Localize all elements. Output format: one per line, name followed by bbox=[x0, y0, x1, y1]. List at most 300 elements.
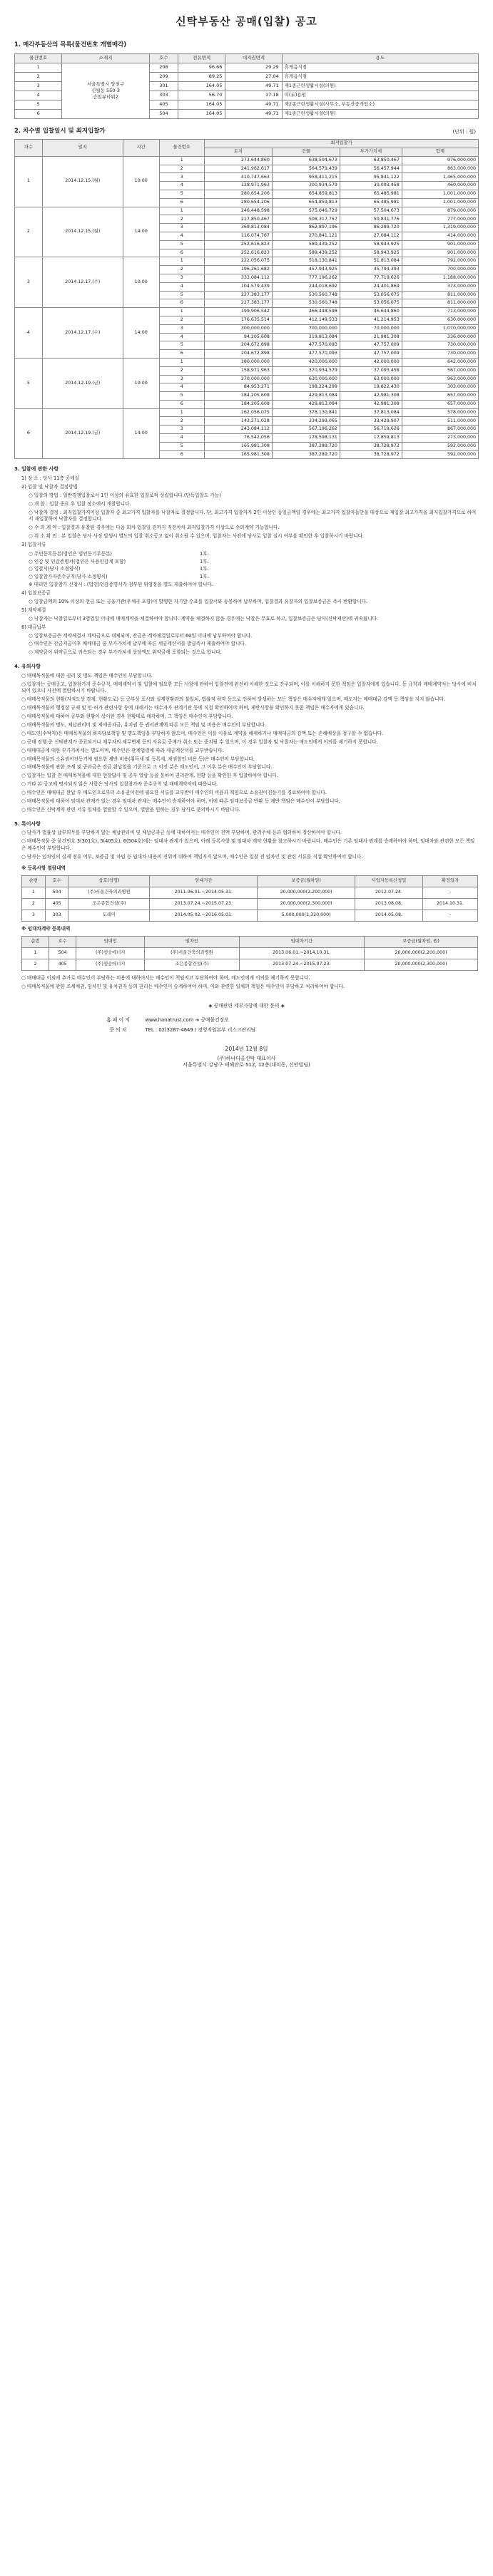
total-price: 1,001,000,000 bbox=[402, 190, 478, 198]
table-cell: 2013.08.08. bbox=[355, 898, 422, 910]
unit-number: 208 bbox=[149, 63, 178, 72]
building-price: 777,196,262 bbox=[272, 274, 340, 282]
notice-page bbox=[0, 0, 493, 1083]
clause: ○ 취 소 확 인 : 본 입찰은 당사 사정 발생시 별도의 입찰 취소공고 없이 취소될 수 있으며, 입찰자는 사전에 당사로 입찰 실시 여부를 확인한 후 입찰하시기 바랍니다. bbox=[29, 533, 365, 540]
clause: ○ 입찰보증금은 계약체결시 계약금으로 대체되며, 잔금은 계약체결일로부터 60일 이내에 납부하여야 합니다. bbox=[29, 632, 253, 639]
table-header-row bbox=[15, 140, 479, 148]
building-price: 198,224,299 bbox=[272, 383, 340, 392]
land-area: 49.71 bbox=[225, 100, 282, 109]
land-price: 184,205,608 bbox=[204, 392, 272, 401]
round-number: 5 bbox=[15, 358, 43, 408]
property-number: 4 bbox=[159, 182, 204, 190]
building-price: 477,570,093 bbox=[272, 350, 340, 359]
land-price: 116,074,767 bbox=[204, 232, 272, 240]
column-header: 사업자등록신청일 bbox=[355, 875, 422, 887]
table-cell: - bbox=[423, 910, 478, 921]
property-number: 1 bbox=[159, 308, 204, 316]
land-price: 104,579,439 bbox=[204, 282, 272, 291]
total-price: 592,000,000 bbox=[402, 450, 478, 459]
table-cell: 2011.06.01.~2014.05.31. bbox=[150, 887, 258, 898]
table-cell: 2014.10.31. bbox=[423, 898, 478, 910]
column-header: 합계 bbox=[402, 148, 478, 156]
building-price: 457,943,925 bbox=[272, 266, 340, 274]
total-price: 777,000,000 bbox=[402, 215, 478, 224]
unit-number: 209 bbox=[149, 72, 178, 81]
land-area: 17.18 bbox=[225, 91, 282, 100]
total-price: 303,000,000 bbox=[402, 383, 478, 392]
table-cell: 2 bbox=[22, 959, 49, 970]
table-cell: 1 bbox=[22, 887, 46, 898]
building-price: 429,813,084 bbox=[272, 392, 340, 401]
total-price: 811,000,000 bbox=[402, 291, 478, 299]
building-price: 412,149,533 bbox=[272, 316, 340, 324]
caution-item: ○ 기타 본 공고에 명시되지 않은 사항은 당사의 입찰참가자 준수규칙 및 매매계약서에 따릅니다. bbox=[21, 781, 218, 788]
section-5 bbox=[14, 820, 479, 991]
vat: 95,841,122 bbox=[340, 173, 402, 182]
registration-heading: ※ 등록사항 열람내역 bbox=[21, 865, 66, 871]
property-number: 1 bbox=[159, 257, 204, 266]
property-number: 5 bbox=[159, 291, 204, 299]
special-item: ○ 당사가 법률상 납부의무를 부담하지 않는 체납관리비 및 체납공과금 등에 대하여서는 매수인이 전액 부담하며, 관리주체 등과 협의하여 정산하여야 합니다. bbox=[21, 830, 342, 836]
clause: 1) 장 소 : 당사 11층 공매실 bbox=[21, 475, 79, 481]
total-price: 657,000,000 bbox=[402, 392, 478, 401]
bid-time: 14:00 bbox=[123, 207, 159, 257]
vat: 30,093,458 bbox=[340, 182, 402, 190]
column-header: 보증금(월차임, 원) bbox=[365, 936, 478, 947]
property-number: 4 bbox=[159, 232, 204, 240]
table-cell: 2014.05.02.~2016.05.01. bbox=[150, 910, 258, 921]
table-cell: 2014.05.08. bbox=[355, 910, 422, 921]
table-cell: (주)서울건축의과병원 bbox=[68, 887, 150, 898]
building-price: 477,570,093 bbox=[272, 341, 340, 350]
table-cell: 조은종합건설(주) bbox=[145, 959, 239, 970]
usage: 휴게음식점 bbox=[282, 72, 478, 81]
clause: ※ 대리인 입찰참가 신청시 : (법인)인감증명서가 첨부된 위임장을 별도 제출하여야 합니다. bbox=[29, 582, 213, 588]
property-number: 2 bbox=[159, 165, 204, 173]
table-cell: 5,000,000(1,320,000) bbox=[258, 910, 355, 921]
total-price: 811,000,000 bbox=[402, 299, 478, 308]
column-header: 호수 bbox=[49, 936, 76, 947]
table-row bbox=[15, 63, 479, 72]
vat: 63,000,000 bbox=[340, 375, 402, 383]
unit-number: 504 bbox=[149, 109, 178, 118]
total-price: 1,001,000,000 bbox=[402, 198, 478, 207]
caution-item: ○ 매도인(수탁자)은 매매목적물의 하자담보책임 및 명도책임을 부담하지 않으며, 매수인은 이를 이유로 계약을 해제하거나 매매대금의 감액 또는 손해배상을 청구할 수 없습니다. bbox=[21, 730, 384, 736]
bid-time: 10:00 bbox=[123, 156, 159, 207]
vat: 57,504,673 bbox=[340, 207, 402, 215]
round-number: 1 bbox=[15, 156, 43, 207]
land-price: 246,448,598 bbox=[204, 207, 272, 215]
bid-date: 2014.12.15.(월) bbox=[42, 207, 123, 257]
round-number: 6 bbox=[15, 408, 43, 459]
notice-date: 2014년 12월 8일 bbox=[225, 1045, 268, 1052]
property-number: 4 bbox=[159, 383, 204, 392]
total-price: 592,000,000 bbox=[402, 442, 478, 450]
total-price: 730,000,000 bbox=[402, 350, 478, 359]
usage: 제1종근린생활시설(의원) bbox=[282, 81, 478, 91]
land-price: 280,654,206 bbox=[204, 190, 272, 198]
round-number: 3 bbox=[15, 257, 43, 308]
table-cell: 20,000,000(2,200,000) bbox=[365, 947, 478, 959]
building-price: 700,000,000 bbox=[272, 324, 340, 333]
table-cell: 도레미 bbox=[68, 910, 150, 921]
property-number: 5 bbox=[159, 341, 204, 350]
building-price: 387,289,720 bbox=[272, 450, 340, 459]
property-location bbox=[62, 63, 149, 118]
unit-label: (단위 : 원) bbox=[452, 128, 476, 135]
column-header: 전유면적 bbox=[178, 53, 225, 63]
column-header: 보증금(월차임) bbox=[258, 875, 355, 887]
land-price: 217,850,467 bbox=[204, 215, 272, 224]
column-header: 소재지 bbox=[62, 53, 149, 63]
section-2-heading: 2. 차수별 입찰일시 및 최저입찰가 bbox=[14, 127, 106, 135]
land-price: 252,616,823 bbox=[204, 240, 272, 249]
building-price: 420,000,000 bbox=[272, 358, 340, 366]
table-cell: 504 bbox=[49, 947, 76, 959]
table-cell: 1 bbox=[22, 947, 49, 959]
clause: 3) 입찰서류 bbox=[21, 542, 46, 548]
land-price: 184,205,608 bbox=[204, 400, 272, 408]
property-number: 5 bbox=[159, 392, 204, 401]
unit-number: 303 bbox=[149, 91, 178, 100]
vat: 38,728,972 bbox=[340, 450, 402, 459]
vat: 27,084,112 bbox=[340, 232, 402, 240]
bid-schedule-table bbox=[14, 139, 479, 459]
building-price: 958,411,215 bbox=[272, 173, 340, 182]
vat: 42,000,000 bbox=[340, 358, 402, 366]
column-header: 부가가치세 bbox=[340, 148, 402, 156]
property-number: 2 bbox=[159, 266, 204, 274]
column-header: 시간 bbox=[123, 140, 159, 157]
total-price: 792,000,000 bbox=[402, 257, 478, 266]
clause: ○ 개 찰 : 입찰 종료 후 입찰 장소에서 개찰합니다. bbox=[29, 500, 131, 507]
section-4 bbox=[14, 663, 479, 814]
lease-heading: ※ 임대차계약 등록내역 bbox=[21, 925, 71, 932]
land-price: 176,635,514 bbox=[204, 316, 272, 324]
land-price: 252,616,823 bbox=[204, 249, 272, 257]
property-list-table bbox=[14, 53, 479, 119]
land-price: 222,056,075 bbox=[204, 257, 272, 266]
location-line: 신월동 550-3 bbox=[91, 87, 120, 93]
vat: 56,719,626 bbox=[340, 426, 402, 434]
property-number: 3 bbox=[15, 81, 62, 91]
caution-item: ○ 공매 진행 중 신탁관계가 종료되거나 채무자의 채무변제 등의 사유로 공매가 취소 또는 중지될 수 있으며, 이 경우 입찰자 및 낙찰자는 매도인에게 이의를 제기하지 못합니다. bbox=[21, 738, 378, 745]
land-price: 143,271,028 bbox=[204, 417, 272, 426]
column-header: 호수 bbox=[45, 875, 68, 887]
land-price: 199,906,542 bbox=[204, 308, 272, 316]
land-price: 158,971,963 bbox=[204, 366, 272, 375]
land-area: 29.29 bbox=[225, 63, 282, 72]
property-number: 6 bbox=[159, 450, 204, 459]
bid-time: 10:00 bbox=[123, 358, 159, 408]
caution-item: ○ 매매목적물의 현황(지적도상 경계, 현황도로) 등 공부상 표시와 실제현황과의 불일치, 법률적 하자 등으로 인하여 발생하는 모든 책임은 매수자에게 있으며, 매도자는 매매대금 감액 등 책임을 지지 않습니다. bbox=[21, 696, 445, 703]
total-price: 863,000,000 bbox=[402, 165, 478, 173]
vat: 37,093,458 bbox=[340, 366, 402, 375]
total-price: 1,188,000,000 bbox=[402, 274, 478, 282]
property-number: 4 bbox=[15, 91, 62, 100]
exclusive-area: 164.05 bbox=[178, 109, 225, 118]
caution-item: ○ 매매대금에 대한 부가가치세는 별도이며, 매수인은 관계법령에 따라 세금계산서를 교부받습니다. bbox=[21, 747, 224, 753]
clause: ○ 계약금이 위약금으로 귀속되는 경우 부가가치세 상당액도 위약금에 포함되는 것으로 합니다. bbox=[29, 649, 222, 656]
usage: 휴게음식점 bbox=[282, 63, 478, 72]
property-number: 4 bbox=[159, 282, 204, 291]
vat: 33,429,907 bbox=[340, 417, 402, 426]
caution-item: ○ 입찰자는 공매공고, 입찰참가자 준수규칙, 매매계약서 및 입찰에 필요한 모든 사항에 관하여 입찰전에 완전히 이해한 것으로 간주되며, 이를 이해하지 못한 책임은 입찰자에게 있습니다. 동 규칙과 매매계약서는 당사에 비치되어 있으니 사전에 열람하시기 바랍니다. bbox=[21, 681, 477, 694]
table-row bbox=[22, 887, 478, 898]
total-price: 730,000,000 bbox=[402, 341, 478, 350]
document-name: ○ 입찰참가자준수규칙(당사 소정양식) bbox=[29, 573, 108, 579]
vat: 65,485,981 bbox=[340, 190, 402, 198]
total-price: 879,000,000 bbox=[402, 207, 478, 215]
round-number: 4 bbox=[15, 308, 43, 359]
column-header: 차수 bbox=[15, 140, 43, 157]
caution-item: ○ 매수인은 신탁계약 관련 서류 일체를 열람할 수 있으며, 열람을 원하는 경우 당사로 문의하시기 바랍니다. bbox=[21, 806, 240, 813]
special-item: ○ 매매목적물에 관한 조세채권, 임차인 및 유치권자 등의 권리는 매수인이 승계하여야 하며, 이와 관련한 일체의 책임은 매수인이 부담하고 처리하여야 합니다. bbox=[21, 983, 345, 989]
land-price: 273,644,860 bbox=[204, 156, 272, 165]
bid-date: 2014.12.19.(금) bbox=[42, 408, 123, 459]
document-name: ○ 입찰서(당사 소정양식) bbox=[29, 566, 81, 572]
total-price: 657,000,000 bbox=[402, 400, 478, 408]
property-number: 5 bbox=[15, 100, 62, 109]
building-price: 466,448,598 bbox=[272, 308, 340, 316]
section-4-heading: 4. 유의사항 bbox=[14, 664, 41, 670]
table-cell: 20,000,000(2,200,000) bbox=[258, 887, 355, 898]
total-price: 901,000,000 bbox=[402, 240, 478, 249]
total-price: 414,000,000 bbox=[402, 232, 478, 240]
vat: 47,757,009 bbox=[340, 350, 402, 359]
page-title: 신탁부동산 공매(입찰) 공고 bbox=[176, 15, 317, 28]
vat: 86,289,720 bbox=[340, 224, 402, 232]
vat: 63,850,467 bbox=[340, 156, 402, 165]
building-price: 244,018,692 bbox=[272, 282, 340, 291]
vat: 46,644,860 bbox=[340, 308, 402, 316]
land-price: 280,654,206 bbox=[204, 198, 272, 207]
bid-date: 2014.12.17.(수) bbox=[42, 308, 123, 359]
vat: 17,859,813 bbox=[340, 434, 402, 443]
table-cell: 20,000,000(2,300,000) bbox=[258, 898, 355, 910]
total-price: 867,000,000 bbox=[402, 426, 478, 434]
building-price: 530,560,748 bbox=[272, 299, 340, 308]
column-header: 순번 bbox=[22, 936, 49, 947]
special-item: ○ 매매대금 이외에 추가로 매수인이 부담하는 비용에 대하여서는 매수인이 책임지고 부담하여야 하며, 매도인에게 이의를 제기하지 못합니다. bbox=[21, 974, 310, 981]
vat: 53,056,075 bbox=[340, 291, 402, 299]
section-1-heading: 1. 매각부동산의 목록(물건번호 개별매각) bbox=[14, 41, 127, 49]
vat: 42,981,308 bbox=[340, 400, 402, 408]
special-item: ○ 매매목적물 중 물건번호 3(301호), 5(405호), 6(504호)에는 임대차 관계가 있으며, 아래 등록사항 및 임대차 계약 현황을 참고하시기 바랍니다. 매수인은 기존 임대차 관계를 승계하여야 하며, 임대차와 관련한 모든 책임은 매수인이 부담합니다. bbox=[21, 838, 475, 852]
building-price: 589,439,252 bbox=[272, 240, 340, 249]
table-cell: 2 bbox=[22, 898, 46, 910]
usage: 미(未)용원 bbox=[282, 91, 478, 100]
column-header: 최저입찰가 bbox=[204, 140, 478, 148]
land-price: 204,672,898 bbox=[204, 350, 272, 359]
building-price: 564,579,439 bbox=[272, 165, 340, 173]
unit-number: 301 bbox=[149, 81, 178, 91]
lease-table bbox=[21, 936, 478, 971]
clause: ○ 입찰금액의 10% 이상의 현금 또는 금융기관(우체국 포함)이 발행한 자기앞 수표를 입찰서와 동봉하여 납부하며, 입찰결과 유찰자의 입찰보증금은 즉시 반환합니다. bbox=[29, 598, 368, 604]
table-row bbox=[15, 207, 479, 215]
building-price: 178,598,131 bbox=[272, 434, 340, 443]
building-price: 518,130,841 bbox=[272, 257, 340, 266]
total-price: 976,000,000 bbox=[402, 156, 478, 165]
table-row bbox=[15, 408, 479, 417]
total-price: 460,000,000 bbox=[402, 182, 478, 190]
section-5-heading: 5. 특이사항 bbox=[14, 820, 41, 827]
building-price: 862,897,196 bbox=[272, 224, 340, 232]
clause: ○ 입찰의 방법 : 일반경쟁입찰로서 1인 이상의 유효한 입찰로써 성립합니다.(단독입찰도 가능) bbox=[29, 492, 221, 498]
table-cell: 2013.07.24.~2015.07.23. bbox=[150, 898, 258, 910]
property-number: 1 bbox=[159, 358, 204, 366]
land-price: 165,981,308 bbox=[204, 450, 272, 459]
unit-number: 405 bbox=[149, 100, 178, 109]
land-price: 410,747,663 bbox=[204, 173, 272, 182]
total-price: 642,000,000 bbox=[402, 358, 478, 366]
property-number: 3 bbox=[159, 324, 204, 333]
land-price: 300,000,000 bbox=[204, 324, 272, 333]
property-number: 6 bbox=[159, 400, 204, 408]
building-price: 219,813,084 bbox=[272, 333, 340, 341]
building-price: 630,000,000 bbox=[272, 375, 340, 383]
total-price: 700,000,000 bbox=[402, 266, 478, 274]
total-price: 336,000,000 bbox=[402, 333, 478, 341]
property-number: 5 bbox=[159, 442, 204, 450]
table-cell: 3 bbox=[22, 910, 46, 921]
property-number: 3 bbox=[159, 173, 204, 182]
property-number: 2 bbox=[159, 316, 204, 324]
caution-item: ○ 매수인은 매매대금 완납 후 매도인으로부터 소유권이전에 필요한 서류를 교부받아 매수인의 비용과 책임으로 소유권이전등기를 경료하여야 합니다. bbox=[21, 790, 327, 796]
building-price: 270,841,121 bbox=[272, 232, 340, 240]
table-cell: 조은종합건설(주) bbox=[68, 898, 150, 910]
land-price: 241,962,617 bbox=[204, 165, 272, 173]
building-price: 508,317,757 bbox=[272, 215, 340, 224]
clause: 5) 계약체결 bbox=[21, 607, 46, 613]
property-number: 3 bbox=[159, 426, 204, 434]
land-price: 84,953,271 bbox=[204, 383, 272, 392]
bid-date: 2014.12.19.(금) bbox=[42, 358, 123, 408]
vat: 58,943,925 bbox=[340, 249, 402, 257]
table-cell: 405 bbox=[49, 959, 76, 970]
property-number: 3 bbox=[159, 274, 204, 282]
table-row bbox=[15, 156, 479, 165]
clause: 2) 입찰 및 낙찰자 결정방법 bbox=[21, 483, 78, 490]
table-cell: (주)서울건축의과병원 bbox=[145, 947, 239, 959]
table-cell: 2012.07.24. bbox=[355, 887, 422, 898]
column-header: 건물 bbox=[272, 148, 340, 156]
homepage-link[interactable]: www.hanatrust.com ➜ 공매물건정보 bbox=[145, 1017, 229, 1024]
column-header: 임차인 bbox=[145, 936, 239, 947]
total-price: 273,000,000 bbox=[402, 434, 478, 443]
property-number: 6 bbox=[159, 350, 204, 359]
property-number: 6 bbox=[159, 299, 204, 308]
vat: 65,485,981 bbox=[340, 198, 402, 207]
property-number: 2 bbox=[159, 215, 204, 224]
column-header: 호수 bbox=[149, 53, 178, 63]
column-header: 순번 bbox=[22, 875, 46, 887]
table-cell: (주)생숭에너지 bbox=[76, 947, 145, 959]
company-name: (주)하나다올신탁 대표이사 bbox=[217, 1055, 276, 1061]
location-line: 승일뷰타워2 bbox=[93, 93, 118, 100]
bid-time: 14:00 bbox=[123, 308, 159, 359]
land-price: 227,383,177 bbox=[204, 291, 272, 299]
vat: 51,813,084 bbox=[340, 257, 402, 266]
building-price: 654,859,813 bbox=[272, 190, 340, 198]
total-price: 963,000,000 bbox=[402, 375, 478, 383]
table-cell: 303 bbox=[45, 910, 68, 921]
land-price: 180,000,000 bbox=[204, 358, 272, 366]
clause: 4) 입찰보증금 bbox=[21, 590, 51, 597]
exclusive-area: 89.25 bbox=[178, 72, 225, 81]
vat: 45,794,393 bbox=[340, 266, 402, 274]
column-header: 임대인 bbox=[76, 936, 145, 947]
land-price: 204,672,898 bbox=[204, 341, 272, 350]
caution-item: ○ 매매목적물의 명도, 체납관리비 및 제세공과금, 유치권 등 권리관계에 따른 모든 책임 및 비용은 매수인이 부담합니다. bbox=[21, 722, 266, 728]
column-header: 물건번호 bbox=[15, 53, 62, 63]
column-header: 확정일자 bbox=[423, 875, 478, 887]
table-cell: - bbox=[423, 887, 478, 898]
land-price: 333,084,112 bbox=[204, 274, 272, 282]
property-number: 4 bbox=[159, 333, 204, 341]
round-number: 2 bbox=[15, 207, 43, 257]
property-number: 5 bbox=[159, 190, 204, 198]
table-row bbox=[15, 308, 479, 316]
vat: 41,214,953 bbox=[340, 316, 402, 324]
total-price: 1,465,000,000 bbox=[402, 173, 478, 182]
total-price: 511,000,000 bbox=[402, 417, 478, 426]
clause: ○ 매수인은 잔금지급이후 매매대금 중 부가가치세 납부에 따른 세금계산서를 발급즉시 제출하여야 합니다. bbox=[29, 641, 246, 647]
caution-item: ○ 매매목적물의 소유권이전등기에 필요한 제반 비용(취득세 및 등록세, 채권할인 비용 등)은 매수인이 부담합니다. bbox=[21, 756, 255, 762]
column-header: 일자 bbox=[42, 140, 123, 157]
document-count: 1부. bbox=[200, 558, 209, 565]
location-line: 서울특별시 양천구 bbox=[86, 81, 125, 88]
column-header: 물건번호 bbox=[159, 140, 204, 157]
table-header-row bbox=[22, 875, 478, 887]
document-name: ○ 인감 및 인감증명서(법인은 사용인감계 포함) bbox=[29, 558, 126, 565]
total-price: 1,319,000,000 bbox=[402, 224, 478, 232]
property-number: 3 bbox=[159, 224, 204, 232]
vat: 70,000,000 bbox=[340, 324, 402, 333]
land-area: 49.71 bbox=[225, 109, 282, 118]
column-header: 용도 bbox=[282, 53, 478, 63]
building-price: 530,560,748 bbox=[272, 291, 340, 299]
vat: 37,813,084 bbox=[340, 408, 402, 417]
total-price: 901,000,000 bbox=[402, 249, 478, 257]
property-number: 6 bbox=[159, 198, 204, 207]
column-header: 토지 bbox=[204, 148, 272, 156]
column-header: 임대차기간 bbox=[239, 936, 364, 947]
table-cell: 2013.06.01.~2014.10.31. bbox=[239, 947, 364, 959]
property-number: 1 bbox=[159, 408, 204, 417]
land-price: 165,981,308 bbox=[204, 442, 272, 450]
vat: 53,056,075 bbox=[340, 299, 402, 308]
total-price: 373,000,000 bbox=[402, 282, 478, 291]
land-price: 94,205,608 bbox=[204, 333, 272, 341]
exclusive-area: 56.70 bbox=[178, 91, 225, 100]
land-price: 243,084,112 bbox=[204, 426, 272, 434]
section-3 bbox=[14, 465, 479, 656]
building-price: 638,504,673 bbox=[272, 156, 340, 165]
document-count: 1부. bbox=[200, 566, 209, 572]
vat: 56,457,944 bbox=[340, 165, 402, 173]
caution-item: ○ 매매목적물에 대하여 임대차 관계가 있는 경우 임대차 관계는 매수인이 승계하여야 하며, 이에 따른 임대보증금 반환 등 제반 책임은 매수인이 부담합니다. bbox=[21, 798, 340, 805]
total-price: 630,000,000 bbox=[402, 316, 478, 324]
table-header-row bbox=[15, 53, 479, 63]
property-number: 4 bbox=[159, 434, 204, 443]
column-header: 임대기간 bbox=[150, 875, 258, 887]
table-cell: 2013.07.24.~2015.07.23. bbox=[239, 959, 364, 970]
vat: 21,981,308 bbox=[340, 333, 402, 341]
building-price: 654,859,813 bbox=[272, 198, 340, 207]
contact-label: 문 의 처 bbox=[109, 1027, 127, 1034]
document-list bbox=[14, 550, 479, 580]
